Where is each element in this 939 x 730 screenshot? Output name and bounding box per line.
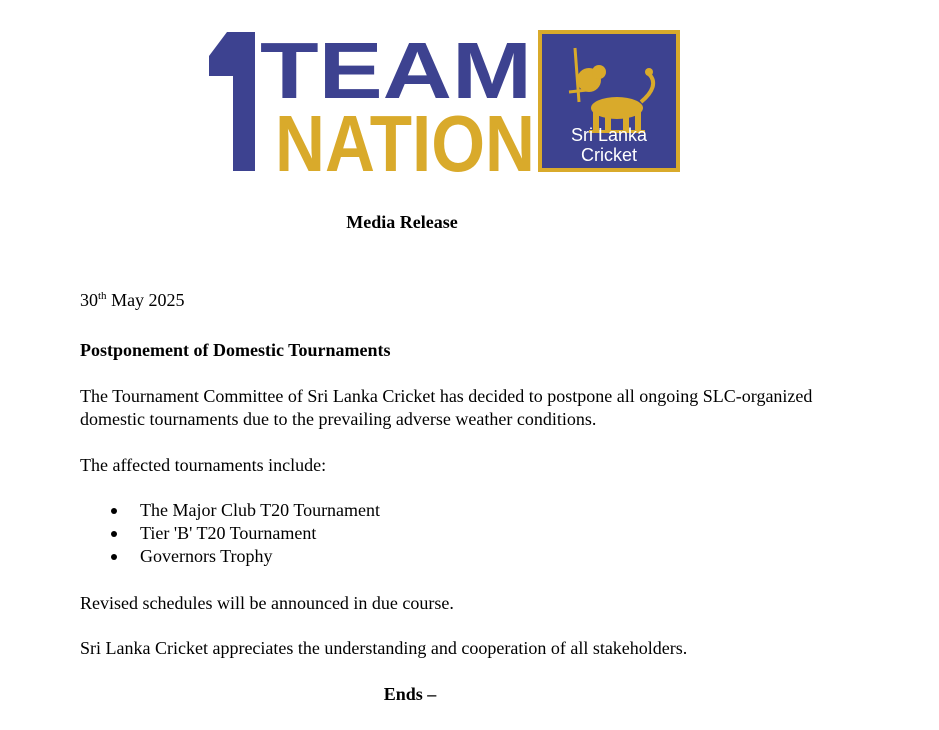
emblem-text-cricket: Cricket [580,145,638,165]
body-paragraph-3: Revised schedules will be announced in due course. [80,593,454,613]
team-nation-slc-logo [205,28,685,176]
ends-footer: Ends – [383,684,437,704]
tournament-list [108,499,380,568]
subject-title: Postponement of Domestic Tournaments [80,340,391,360]
date-rest: May 2025 [106,290,185,310]
release-date [80,289,850,312]
body-paragraph-1: The Tournament Committee of Sri Lanka Cricket has decided to postpone all ongoing SLC-organized domestic tournaments due to the prevailing adverse weather conditions. [80,386,813,429]
emblem-text-sri-lanka: Sri Lanka [570,125,648,145]
wordmark-nation: NATION [275,99,535,176]
one-numeral-icon [209,32,255,171]
list-item: Governors Trophy [108,545,380,568]
body-paragraph-2: The affected tournaments include: [80,455,327,475]
slc-emblem [540,32,678,170]
wordmark-team: TEAM [260,28,532,115]
document-heading: Media Release [346,212,458,232]
list-item: The Major Club T20 Tournament [108,499,380,522]
date-day: 30 [80,290,98,310]
date-suffix: th [98,290,107,302]
list-item: Tier 'B' T20 Tournament [108,522,380,545]
body-paragraph-4: Sri Lanka Cricket appreciates the understanding and cooperation of all stakeholders. [80,638,688,658]
